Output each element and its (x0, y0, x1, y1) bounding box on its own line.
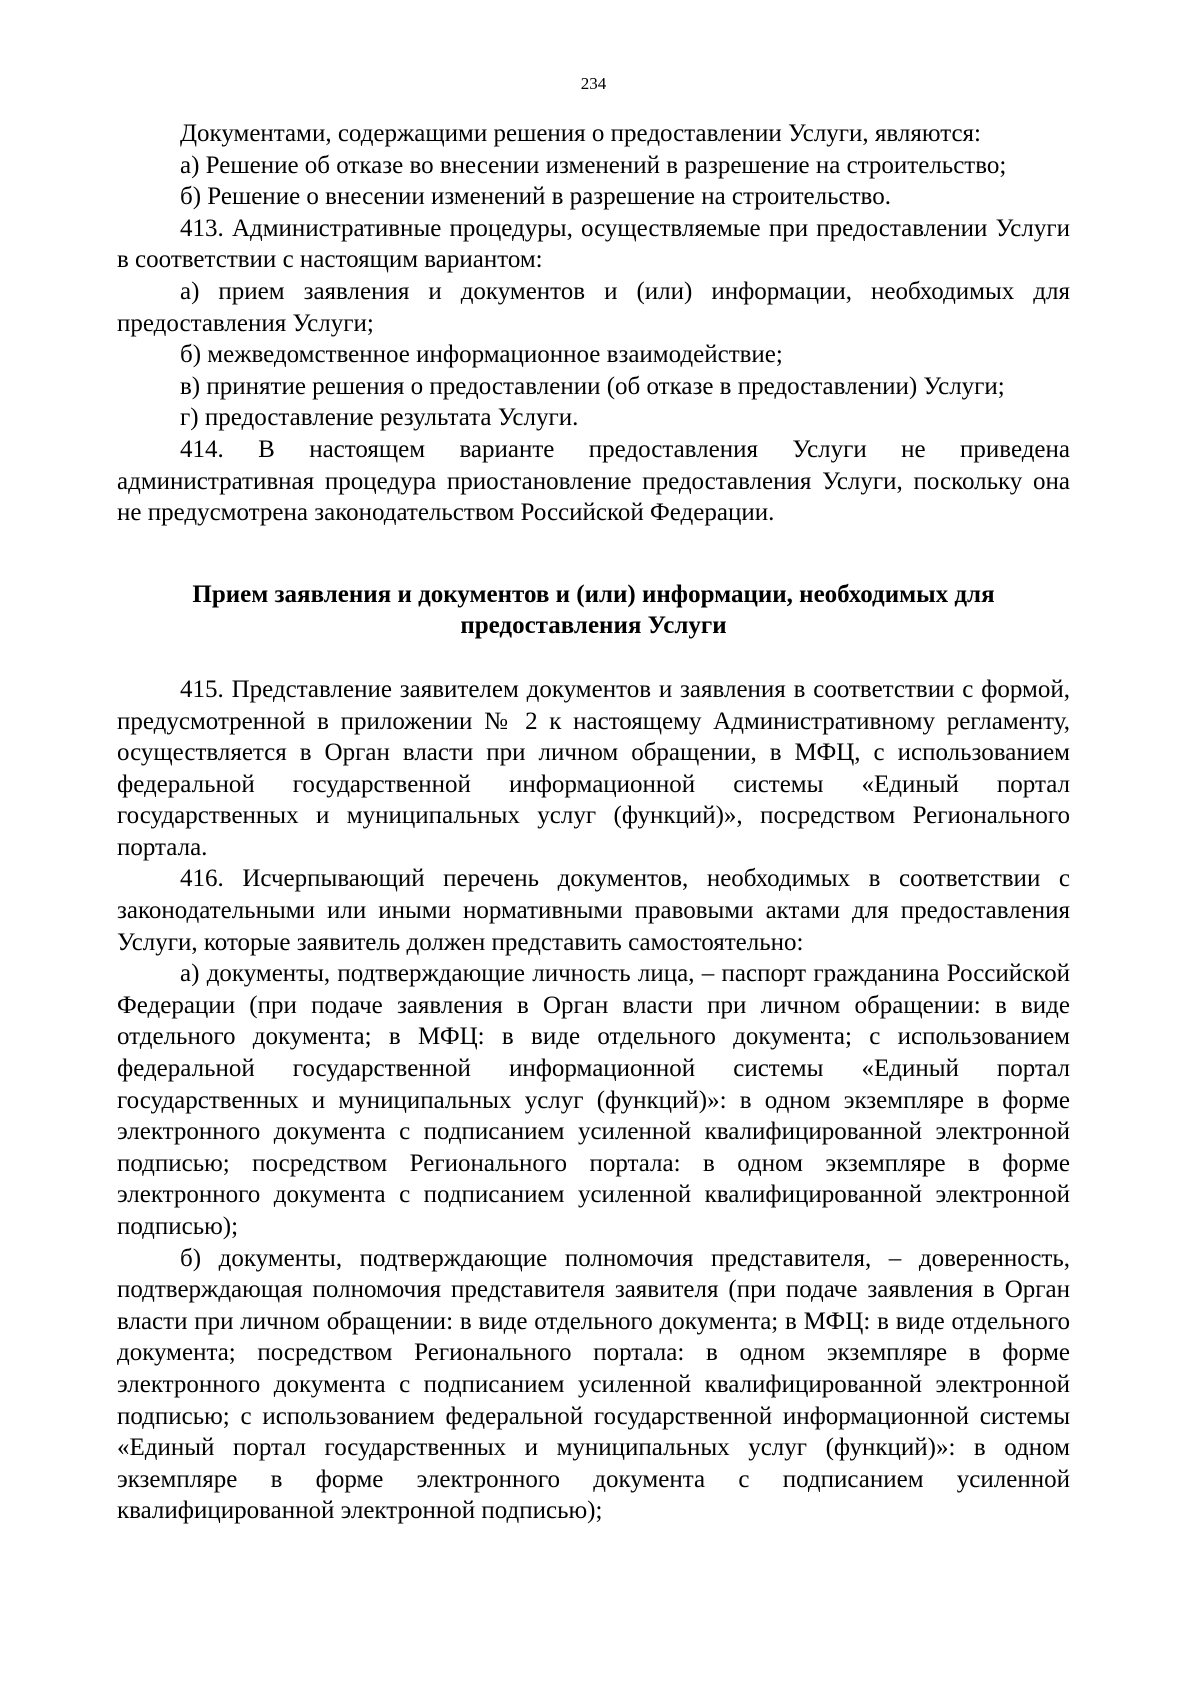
paragraph: а) прием заявления и документов и (или) информации, необходимых для предоставления Услуги; (117, 277, 1070, 337)
paragraph: г) предоставление результата Услуги. (180, 404, 579, 432)
paragraph: Документами, содержащими решения о предоставлении Услуги, являются: (180, 120, 981, 147)
page-number: 234 (580, 74, 607, 93)
paragraph: б) Решение о внесении изменений в разрешение на строительство. (180, 183, 891, 211)
section-heading (117, 579, 1070, 642)
section-heading-line: Прием заявления и документов и (или) информации, необходимых для (192, 580, 995, 608)
paragraph: в) принятие решения о предоставлении (об отказе в предоставлении) Услуги; (180, 372, 1005, 400)
paragraph-416: 416. Исчерпывающий перечень документов, необходимых в соответствии с законодательными или иными нормативными правовыми актами для предоставления Услуги, которые заявитель должен представить самостоятельно: (117, 865, 1070, 956)
paragraph-414: 414. В настоящем варианте предоставления Услуги не приведена административная процедура приостановление предоставления Услуги, поскольку она не предусмотрена законодательством Российской Федерации. (117, 435, 1070, 527)
paragraph: б) документы, подтверждающие полномочия представителя, – доверенность, подтверждающая полномочия представителя заявителя (при подаче заявления в Орган власти при личном обращении: в виде отдельного документа; в МФЦ: в виде отдельного документа; посредством Регионального портала: в одном экземпляре в форме электронного документа с подписанием усиленной квалифицированной электронной подписью; с использованием федеральной государственной информационной системы «Единый портал государственных и муниципальных услуг (функций)»: в одном экземпляре в форме электронного документа с подписанием усиленной квалифицированной электронной подписью); (117, 1244, 1070, 1525)
paragraph: а) документы, подтверждающие личность лица, – паспорт гражданина Российской Федерации (при подаче заявления в Орган власти при личном обращении: в виде отдельного документа; в МФЦ: в виде отдельного документа; с использованием федеральной государственной информационной системы «Единый портал государственных и муниципальных услуг (функций)»: в одном экземпляре в форме электронного документа с подписанием усиленной квалифицированной электронной подписью; посредством Регионального портала: в одном экземпляре в форме электронного документа с подписанием усиленной квалифицированной электронной подписью); (117, 960, 1070, 1240)
bottom-paragraphs (117, 674, 1070, 1527)
paragraph: а) Решение об отказе во внесении изменений в разрешение на строительство; (180, 151, 1007, 179)
top-paragraphs (117, 118, 1070, 529)
paragraph: б) межведомственное информационное взаимодействие; (180, 341, 783, 369)
section-heading-line: предоставления Услуги (460, 612, 727, 640)
paragraph-415: 415. Представление заявителем документов и заявления в соответствии с формой, предусмотренной в приложении № 2 к настоящему Административному регламенту, осуществляется в Орган власти при личном обращении, в МФЦ, с использованием федеральной государственной информационной системы «Единый портал государственных и муниципальных услуг (функций)», посредством Регионального портала. (117, 675, 1070, 861)
paragraph-413: 413. Административные процедуры, осуществляемые при предоставлении Услуги в соответствии с настоящим вариантом: (117, 214, 1070, 274)
